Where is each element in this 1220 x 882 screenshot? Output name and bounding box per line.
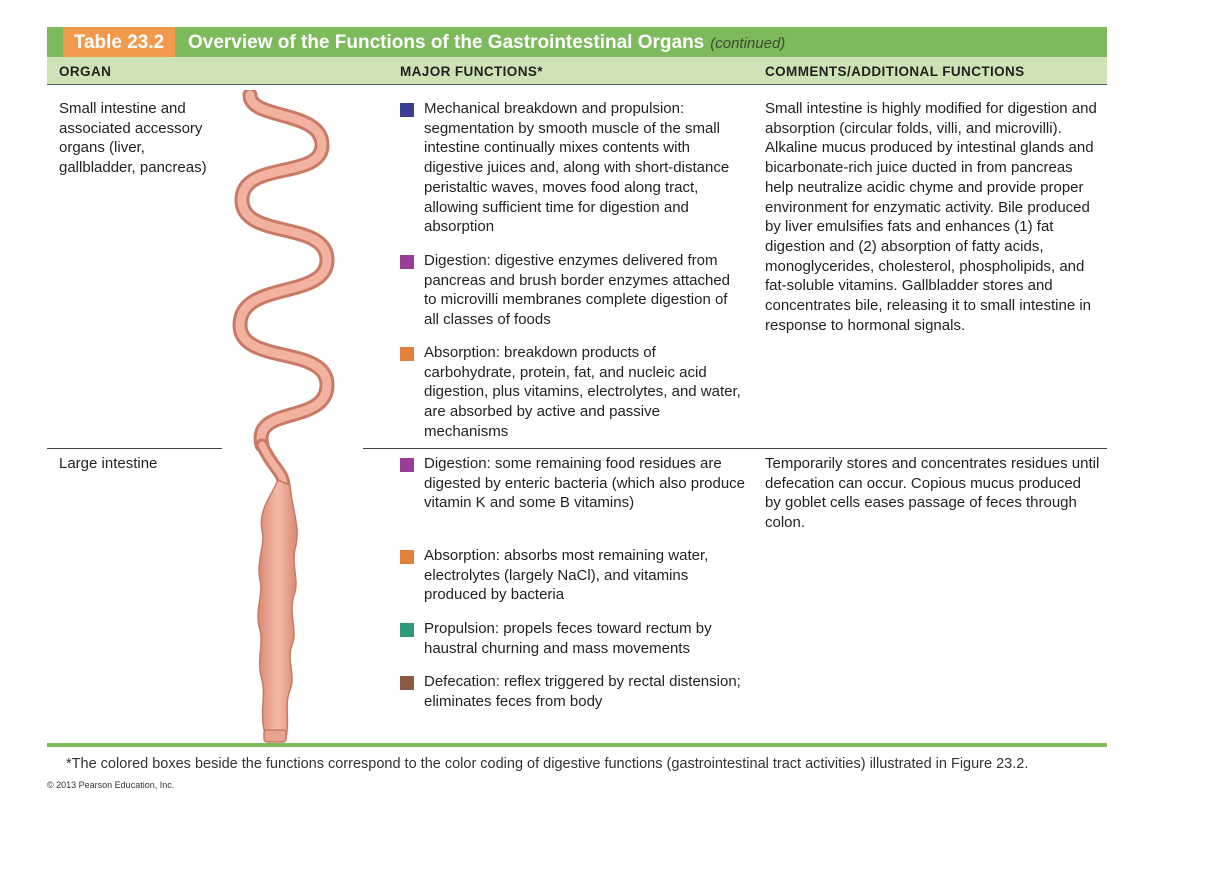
function-color-box (400, 255, 414, 269)
table-number-tag: Table 23.2 (63, 27, 175, 57)
function-color-box (400, 103, 414, 117)
function-color-box (400, 458, 414, 472)
function-text: Absorption: breakdown products of carbohydrate, protein, fat, and nucleic acid digestion, plus vitamins, electrolytes, and water, are absorbed by active and passive mechanisms (424, 344, 741, 440)
function-item (400, 454, 745, 513)
table-title (188, 27, 785, 57)
row-divider (363, 448, 1107, 449)
header-major-functions: MAJOR FUNCTIONS* (400, 64, 543, 79)
table-continued-label: (continued) (710, 35, 786, 52)
bottom-rule (47, 743, 1107, 747)
column-header-row (47, 57, 1107, 85)
function-item (400, 619, 745, 658)
comments-large-intestine: Temporarily stores and concentrates residues until defecation can occur. Copious mucus produced by goblet cells eases passage of feces through colon. (765, 455, 1100, 532)
footnote: *The colored boxes beside the functions correspond to the color coding of digestive functions (gastrointestinal tract activities) illustrated in Figure 23.2. (66, 756, 1029, 772)
function-color-box (400, 623, 414, 637)
function-text: Absorption: absorbs most remaining water, electrolytes (largely NaCl), and vitamins produced by bacteria (424, 547, 709, 604)
large-intestine-shape (258, 480, 297, 738)
table-title-bar (47, 27, 1107, 57)
function-color-box (400, 676, 414, 690)
small-intestine-highlight (240, 95, 327, 445)
organ-large-intestine: Large intestine (59, 455, 158, 472)
function-item (400, 99, 745, 237)
copyright: © 2013 Pearson Education, Inc. (47, 780, 175, 790)
function-color-box (400, 550, 414, 564)
function-item (400, 343, 745, 442)
organ-small-intestine: Small intestine and associated accessory organs (liver, gallbladder, pancreas) (59, 100, 207, 177)
rectum-end-shape (264, 730, 286, 742)
header-comments: COMMENTS/ADDITIONAL FUNCTIONS (765, 64, 1025, 79)
comments-small-intestine: Small intestine is highly modified for digestion and absorption (circular folds, villi, and microvilli). Alkaline mucus produced by intestinal glands and bicarbonate-rich juice ducted in from pancreas help neutralize acidic chyme and provide proper environment for enzymatic activity. Bile produced by liver emulsifies fats and enhances (1) fat digestion and (2) absorption of fatty acids, monoglycerides, cholesterol, phospholipids, and fat-soluble vitamins. Gallbladder stores and concentrates bile, releasing it to small intestine in response to hormonal signals. (765, 100, 1097, 334)
table-title-text: Overview of the Functions of the Gastrointestinal Organs (188, 32, 705, 53)
function-text: Propulsion: propels feces toward rectum by haustral churning and mass movements (424, 620, 712, 657)
intestine-illustration (222, 90, 362, 745)
function-text: Digestion: some remaining food residues are digested by enteric bacteria (which also produce vitamin K and some B vitamins) (424, 455, 746, 512)
function-item (400, 251, 745, 330)
function-color-box (400, 347, 414, 361)
row-divider (47, 448, 222, 449)
header-organ: ORGAN (59, 64, 112, 79)
function-text: Digestion: digestive enzymes delivered from pancreas and brush border enzymes attached to microvilli membranes complete digestion of all classes of foods (424, 252, 731, 329)
small-intestine-shape (240, 95, 327, 445)
function-text: Mechanical breakdown and propulsion: segmentation by smooth muscle of the small intestine continually mixes contents with digestive juices and, along with short-distance peristaltic waves, moves food along tract, allowing sufficient time for digestion and absorption (424, 100, 730, 236)
function-text: Defecation: reflex triggered by rectal distension; eliminates feces from body (424, 673, 741, 710)
function-item (400, 672, 745, 711)
function-item (400, 546, 745, 605)
